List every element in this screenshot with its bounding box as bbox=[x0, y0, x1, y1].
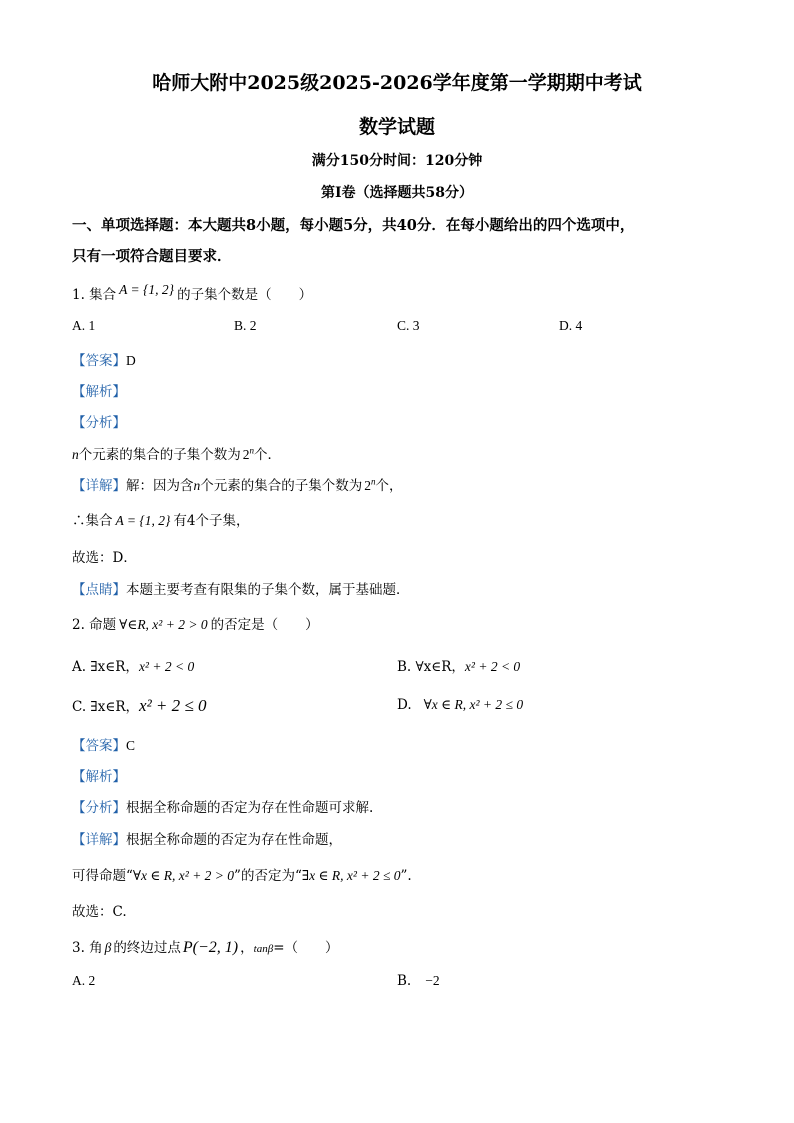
q1-comment bbox=[72, 578, 410, 598]
q3-beta: β bbox=[104, 940, 112, 955]
q2-answer-value: C bbox=[126, 738, 136, 753]
q2-detail bbox=[72, 828, 342, 848]
q2-option-c-expr: x² + 2 ≤ 0 bbox=[139, 696, 207, 715]
q1-comment-text: 本题主要考查有限集的子集个数，属于基础题． bbox=[126, 582, 410, 598]
q2-option-b-expr: x² + 2 < 0 bbox=[464, 659, 521, 674]
q1-analysis-n: n bbox=[72, 447, 79, 462]
q1-jiexi-tag: 【解析】 bbox=[72, 384, 126, 400]
q2-option-c bbox=[72, 695, 206, 716]
q2-tail: 的否定是（ ） bbox=[210, 617, 319, 633]
q1-therefore-set: A = {1, 2} bbox=[115, 513, 171, 528]
q2-number: 2. 命题 bbox=[72, 617, 117, 633]
q1-detail-n: n bbox=[193, 478, 201, 493]
q2-option-c-label: C. ∃x∈R， bbox=[72, 699, 140, 715]
q1-option-a: A. 1 bbox=[72, 318, 96, 333]
q1-therefore-tail: 有4个子集， bbox=[173, 513, 250, 529]
answer-tag: 【答案】 bbox=[72, 738, 126, 754]
q1-option-d: D. 4 bbox=[559, 318, 583, 333]
q1-therefore-label: ∴集合 bbox=[72, 513, 113, 529]
section-heading-line2: 只有一项符合题目要求． bbox=[72, 248, 232, 265]
q1-detail-a: 解：因为含 bbox=[126, 478, 194, 494]
q2-derive-q: ∃x ∈ R, x² + 2 ≤ 0 bbox=[301, 868, 401, 883]
q3-tan: tanβ bbox=[253, 943, 274, 955]
q2-option-a-expr: x² + 2 < 0 bbox=[138, 659, 195, 674]
q1-detail bbox=[72, 474, 403, 494]
q1-detail-pow-base: 2 bbox=[364, 478, 371, 493]
q2-choose: 故选：C. bbox=[72, 904, 127, 920]
fenxi-tag: 【分析】 bbox=[72, 800, 126, 816]
comment-tag: 【点睛】 bbox=[72, 582, 126, 598]
q2-answer bbox=[72, 734, 135, 754]
q1-analysis bbox=[72, 443, 281, 463]
q1-detail-b: 个元素的集合的子集个数为 bbox=[200, 478, 363, 494]
volume-heading: 第Ⅰ卷（选择题共58分） bbox=[320, 185, 474, 201]
q1-pow-base: 2 bbox=[242, 447, 250, 462]
q2-derive-b: ”的否定为“ bbox=[234, 868, 302, 884]
q1-analysis-text: 个元素的集合的子集个数为 bbox=[78, 447, 241, 463]
score-time: 满分150分时间：120分钟 bbox=[311, 153, 483, 169]
q1-therefore bbox=[72, 509, 250, 529]
q1-option-c: C. 3 bbox=[397, 318, 420, 333]
q1-answer bbox=[72, 349, 136, 369]
q1-number: 1. 集合 bbox=[72, 287, 117, 303]
q1-pow-exp: n bbox=[249, 445, 254, 456]
q1-set: A = {1, 2} bbox=[119, 282, 175, 297]
q3-number: 3. 角 bbox=[72, 940, 103, 956]
q1-answer-value: D bbox=[126, 353, 136, 368]
exam-subtitle: 数学试题 bbox=[358, 116, 435, 138]
answer-tag: 【答案】 bbox=[72, 353, 126, 369]
q1-detail-pow-exp: n bbox=[371, 476, 376, 487]
q2-option-d bbox=[397, 697, 523, 713]
q2-detail-text: 根据全称命题的否定为存在性命题， bbox=[126, 832, 342, 848]
q2-derive-a: 可得命题“ bbox=[72, 868, 133, 884]
q2-fenxi bbox=[72, 796, 373, 816]
detail-tag: 【详解】 bbox=[72, 832, 126, 848]
q1-choose: 故选：D． bbox=[72, 550, 137, 566]
q2-option-a-label: A. ∃x∈R， bbox=[72, 659, 139, 675]
q3-mid: 的终边过点 bbox=[113, 940, 181, 956]
exam-title: 哈师大附中2025级2025-2026学年度第一学期期中考试 bbox=[152, 72, 642, 94]
q2-jiexi-tag: 【解析】 bbox=[72, 769, 126, 785]
detail-tag: 【详解】 bbox=[72, 478, 126, 494]
q2-derive-end: ”. bbox=[400, 868, 412, 884]
q2-fenxi-text: 根据全称命题的否定为存在性命题可求解. bbox=[126, 800, 374, 816]
q1-option-b: B. 2 bbox=[234, 318, 257, 333]
q3-point: P(−2, 1) bbox=[182, 939, 239, 956]
question-1 bbox=[72, 283, 312, 303]
q3-tail: =（ ） bbox=[273, 940, 339, 956]
section-heading-line1: 一、单项选择题：本大题共8小题，每小题5分，共40分．在每小题给出的四个选项中， bbox=[72, 217, 635, 234]
q2-option-d-expr: ∀x ∈ R, x² + 2 ≤ 0 bbox=[423, 697, 524, 712]
q1-fenxi-tag: 【分析】 bbox=[72, 415, 126, 431]
q1-detail-end: 个， bbox=[375, 478, 403, 494]
q2-derivation bbox=[72, 864, 412, 884]
q2-option-a bbox=[72, 655, 194, 675]
q3-option-b-label: B. bbox=[397, 973, 412, 989]
q2-derive-p: ∀x ∈ R, x² + 2 > 0 bbox=[132, 868, 235, 883]
q2-proposition: ∀∈R, x² + 2 > 0 bbox=[119, 617, 208, 632]
question-2 bbox=[72, 613, 319, 633]
q2-option-b-label: B. ∀x∈R， bbox=[397, 659, 465, 675]
q1-tail: 的子集个数是（ ） bbox=[177, 287, 313, 303]
question-3 bbox=[72, 936, 339, 957]
q1-analysis-end: 个． bbox=[254, 447, 281, 463]
q3-comma: ， bbox=[240, 940, 254, 956]
q3-option-a: A. 2 bbox=[72, 973, 96, 988]
q3-option-b bbox=[397, 973, 440, 989]
q2-option-b bbox=[397, 655, 520, 675]
q3-option-b-value: −2 bbox=[425, 973, 440, 988]
q2-option-d-label: D. bbox=[397, 697, 412, 713]
